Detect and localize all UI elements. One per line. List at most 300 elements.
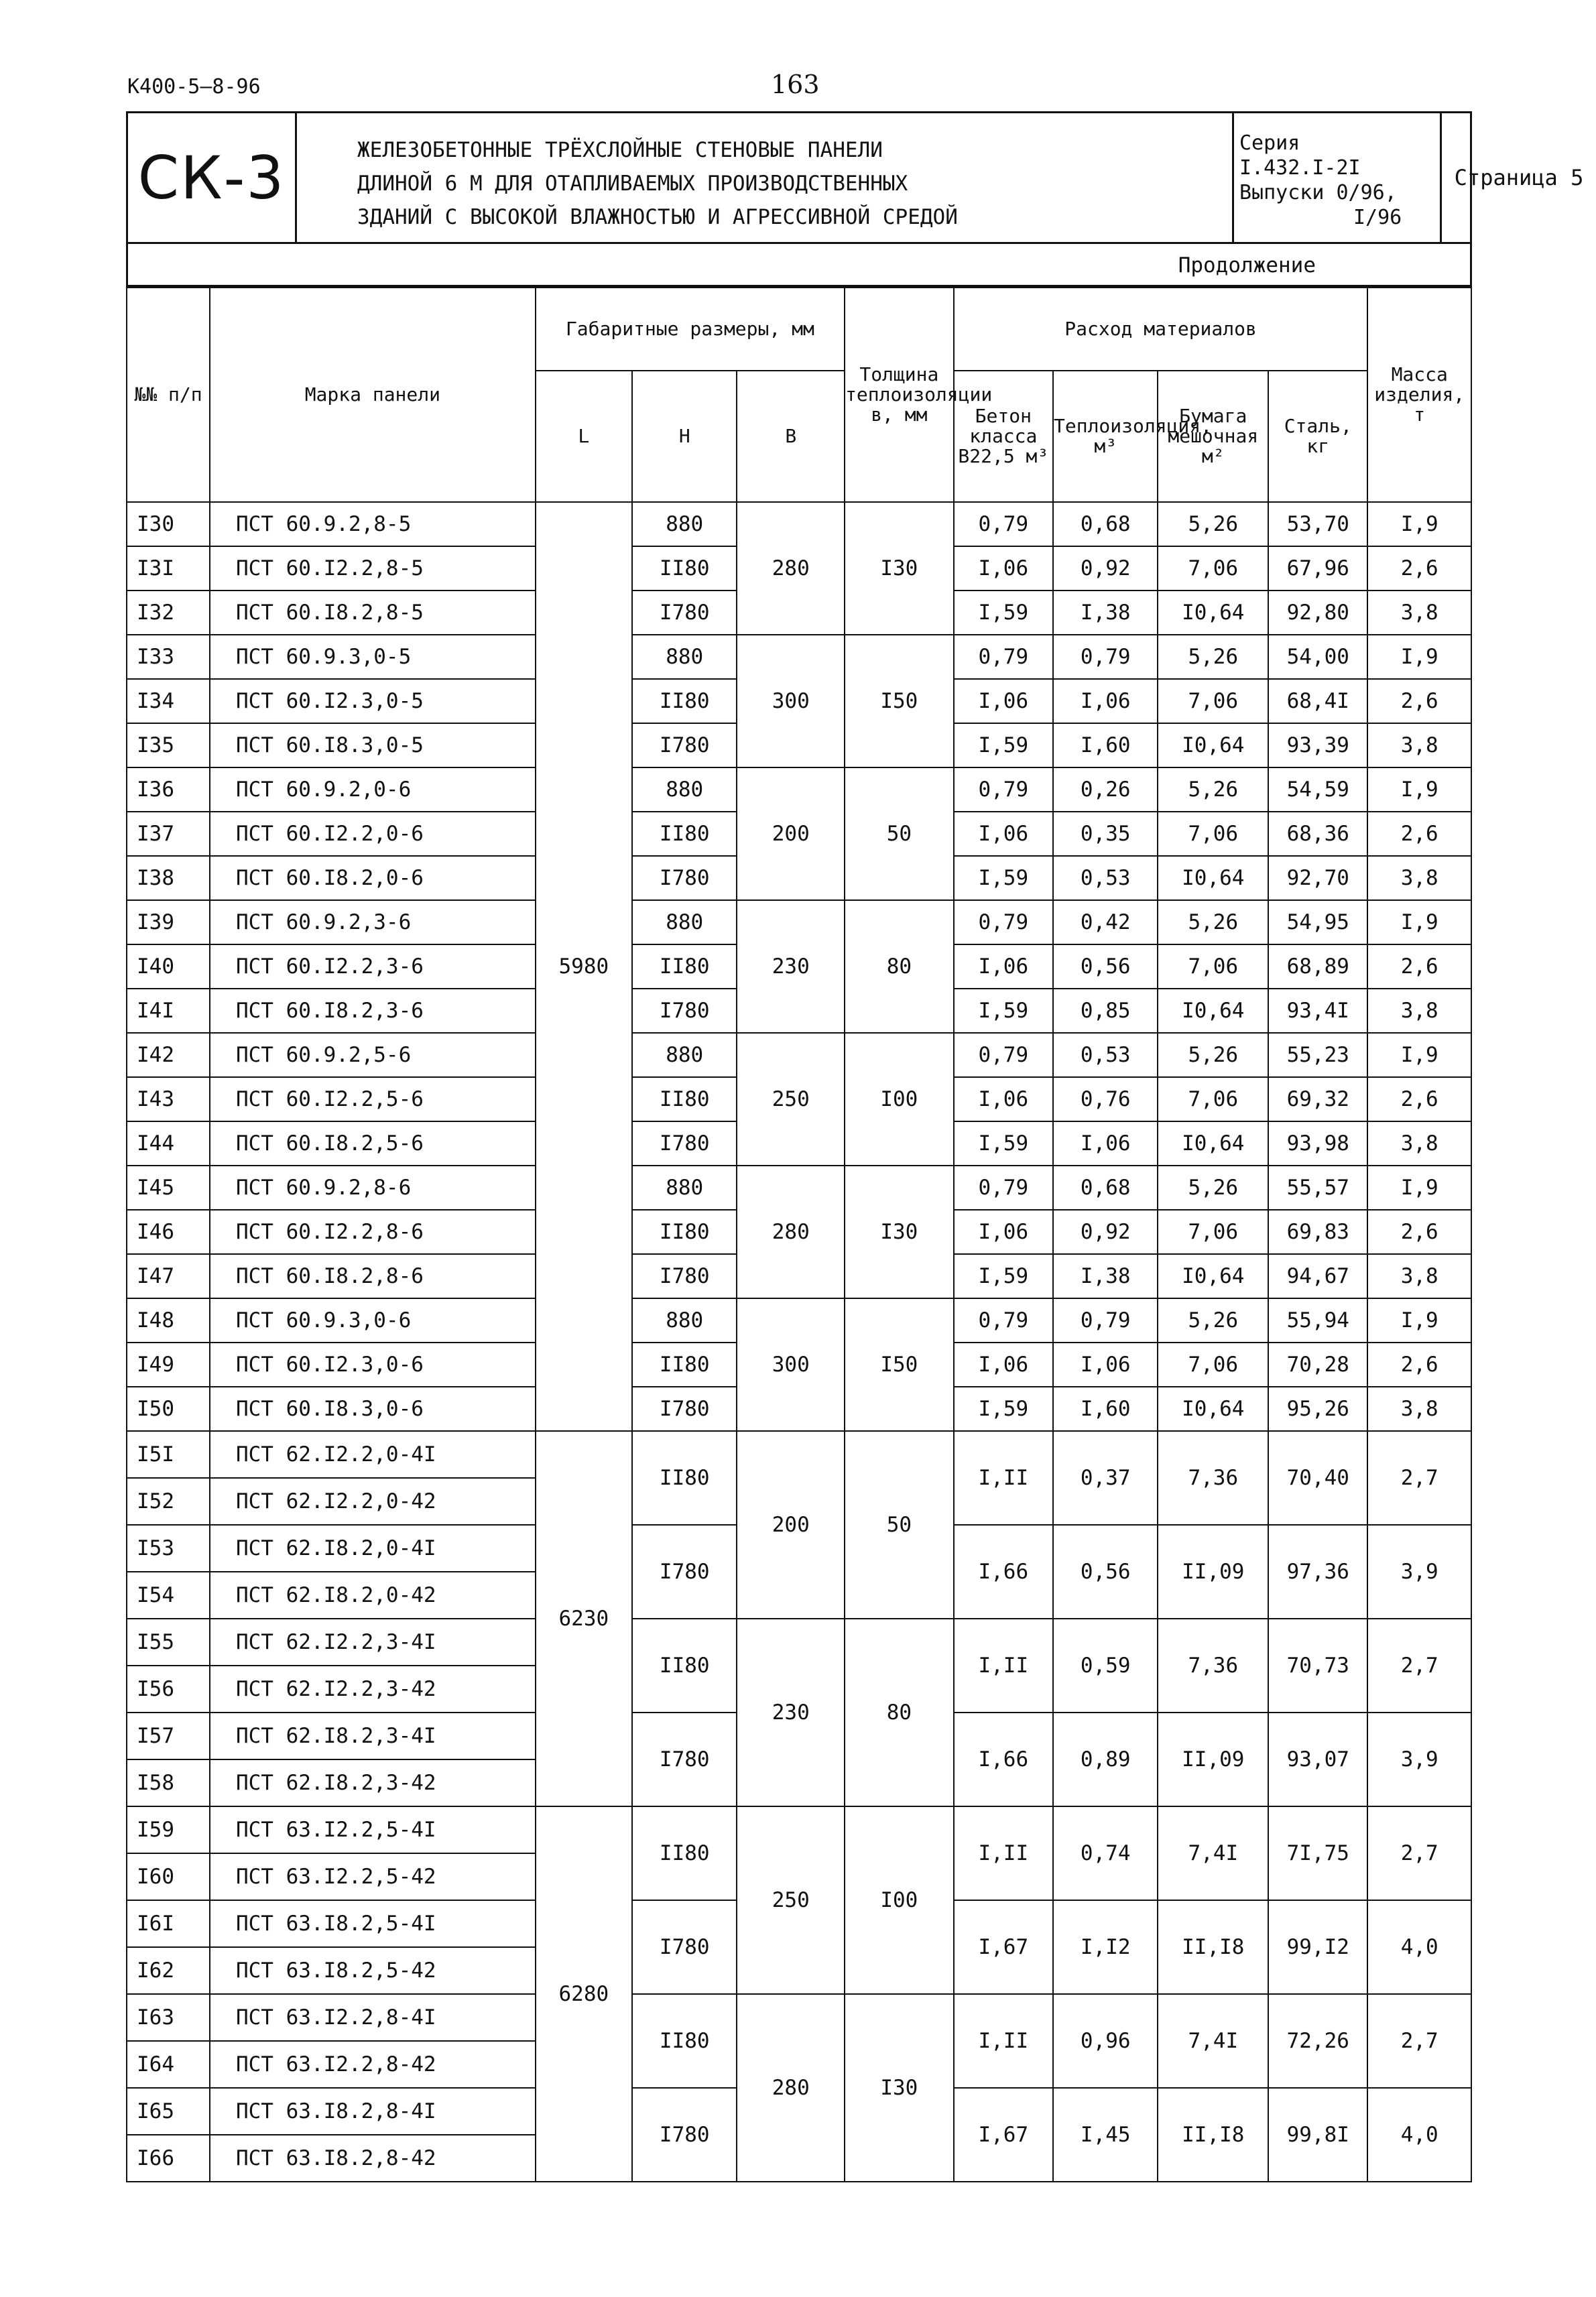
row-number: I50	[127, 1387, 210, 1431]
panel-mark: ПСТ 62.I8.2,3-42	[210, 1759, 536, 1806]
panel-mark: ПСТ 60.I8.2,8-5	[210, 591, 536, 635]
concrete-volume: I,06	[954, 1210, 1053, 1254]
height-H: II80	[632, 1994, 737, 2088]
concrete-volume: I,67	[954, 1900, 1053, 1994]
col-paper: Бумага мешочная м²	[1158, 371, 1268, 502]
length-L: 6280	[536, 1806, 632, 2182]
row-number: I5I	[127, 1431, 210, 1478]
height-H: II80	[632, 1210, 737, 1254]
series-info	[1234, 113, 1442, 242]
row-number: I30	[127, 502, 210, 546]
product-mass: I,9	[1367, 1298, 1471, 1343]
paper-area: 5,26	[1158, 635, 1268, 679]
row-number: I39	[127, 900, 210, 944]
insulation-volume: 0,56	[1053, 944, 1158, 989]
concrete-volume: I,06	[954, 679, 1053, 723]
product-mass: 3,8	[1367, 989, 1471, 1033]
paper-area: 5,26	[1158, 900, 1268, 944]
concrete-volume: I,06	[954, 944, 1053, 989]
panel-mark: ПСТ 60.9.2,8-5	[210, 502, 536, 546]
row-number: I62	[127, 1947, 210, 1994]
paper-area: I0,64	[1158, 856, 1268, 900]
product-mass: 3,8	[1367, 1387, 1471, 1431]
concrete-volume: 0,79	[954, 900, 1053, 944]
title-line: ЗДАНИЙ С ВЫСОКОЙ ВЛАЖНОСТЬЮ И АГРЕССИВНОЙ СРЕДОЙ	[357, 205, 958, 229]
title-line: ЖЕЛЕЗОБЕТОННЫЕ ТРЁХСЛОЙНЫЕ СТЕНОВЫЕ ПАНЕЛИ	[357, 138, 883, 162]
insulation-thickness: I00	[845, 1806, 954, 1994]
insulation-thickness: 50	[845, 767, 954, 900]
width-B: 280	[737, 1166, 845, 1298]
panel-mark: ПСТ 60.I2.3,0-6	[210, 1343, 536, 1387]
row-number: I36	[127, 767, 210, 812]
height-H: 880	[632, 1166, 737, 1210]
table-row	[127, 1033, 1471, 1077]
steel-mass: 93,07	[1268, 1713, 1367, 1806]
table-row	[127, 900, 1471, 944]
product-mass: 2,7	[1367, 1431, 1471, 1525]
insulation-thickness: 50	[845, 1431, 954, 1619]
steel-mass: 94,67	[1268, 1254, 1367, 1298]
paper-area: 5,26	[1158, 1166, 1268, 1210]
table-row	[127, 767, 1471, 812]
row-number: I44	[127, 1121, 210, 1166]
panel-mark: ПСТ 60.9.3,0-5	[210, 635, 536, 679]
document-title	[297, 113, 1234, 242]
row-number: I40	[127, 944, 210, 989]
paper-area: I0,64	[1158, 989, 1268, 1033]
steel-mass: 55,57	[1268, 1166, 1367, 1210]
width-B: 230	[737, 1619, 845, 1806]
steel-mass: 70,73	[1268, 1619, 1367, 1713]
steel-mass: 7I,75	[1268, 1806, 1367, 1900]
width-B: 250	[737, 1033, 845, 1166]
product-mass: I,9	[1367, 767, 1471, 812]
height-H: II80	[632, 812, 737, 856]
table-row	[127, 1619, 1471, 1666]
concrete-volume: 0,79	[954, 1166, 1053, 1210]
insulation-thickness: I00	[845, 1033, 954, 1166]
concrete-volume: I,06	[954, 1343, 1053, 1387]
row-number: I43	[127, 1077, 210, 1121]
height-H: II80	[632, 1343, 737, 1387]
document-code: К400-5—8-96	[127, 75, 261, 99]
product-mass: 3,9	[1367, 1525, 1471, 1619]
panel-mark: ПСТ 62.I8.2,3-4I	[210, 1713, 536, 1759]
panel-mark: ПСТ 62.I2.2,0-42	[210, 1478, 536, 1525]
panel-mark: ПСТ 60.I2.3,0-5	[210, 679, 536, 723]
product-mass: 2,6	[1367, 1077, 1471, 1121]
panel-table	[126, 287, 1472, 2182]
paper-area: 5,26	[1158, 1033, 1268, 1077]
steel-mass: 54,95	[1268, 900, 1367, 944]
concrete-volume: I,II	[954, 1431, 1053, 1525]
insulation-volume: I,60	[1053, 1387, 1158, 1431]
width-B: 230	[737, 900, 845, 1033]
paper-area: 7,06	[1158, 812, 1268, 856]
row-number: I60	[127, 1853, 210, 1900]
paper-area: 7,06	[1158, 546, 1268, 591]
insulation-volume: 0,89	[1053, 1713, 1158, 1806]
table-row	[127, 1994, 1471, 2041]
insulation-thickness: 80	[845, 900, 954, 1033]
height-H: I780	[632, 989, 737, 1033]
insulation-volume: 0,92	[1053, 546, 1158, 591]
row-number: I3I	[127, 546, 210, 591]
height-H: 880	[632, 900, 737, 944]
paper-area: 7,4I	[1158, 1994, 1268, 2088]
row-number: I47	[127, 1254, 210, 1298]
steel-mass: 99,I2	[1268, 1900, 1367, 1994]
product-mass: 3,9	[1367, 1713, 1471, 1806]
insulation-volume: I,38	[1053, 591, 1158, 635]
panel-mark: ПСТ 63.I8.2,5-42	[210, 1947, 536, 1994]
panel-mark: ПСТ 60.I2.2,8-5	[210, 546, 536, 591]
steel-mass: 55,94	[1268, 1298, 1367, 1343]
concrete-volume: I,66	[954, 1713, 1053, 1806]
page-reference: Страница 5	[1454, 165, 1584, 190]
insulation-thickness: 80	[845, 1619, 954, 1806]
steel-mass: 54,59	[1268, 767, 1367, 812]
concrete-volume: 0,79	[954, 767, 1053, 812]
insulation-volume: 0,79	[1053, 1298, 1158, 1343]
panel-mark: ПСТ 63.I8.2,5-4I	[210, 1900, 536, 1947]
paper-area: 5,26	[1158, 767, 1268, 812]
panel-mark: ПСТ 60.9.2,3-6	[210, 900, 536, 944]
length-L: 5980	[536, 502, 632, 1431]
panel-mark: ПСТ 62.I2.2,0-4I	[210, 1431, 536, 1478]
height-H: I780	[632, 1525, 737, 1619]
insulation-thickness: I50	[845, 1298, 954, 1431]
paper-area: I0,64	[1158, 1254, 1268, 1298]
height-H: I780	[632, 723, 737, 767]
height-H: 880	[632, 767, 737, 812]
product-mass: 2,6	[1367, 1210, 1471, 1254]
insulation-volume: 0,68	[1053, 1166, 1158, 1210]
row-number: I64	[127, 2041, 210, 2088]
insulation-volume: 0,56	[1053, 1525, 1158, 1619]
series-line: Серия	[1239, 131, 1300, 155]
paper-area: 7,06	[1158, 1077, 1268, 1121]
row-number: I53	[127, 1525, 210, 1572]
col-insulation: Толщина теплоизоляции в, мм	[845, 288, 954, 502]
row-number: I66	[127, 2135, 210, 2182]
insulation-volume: 0,74	[1053, 1806, 1158, 1900]
width-B: 250	[737, 1806, 845, 1994]
insulation-volume: I,06	[1053, 1343, 1158, 1387]
row-number: I6I	[127, 1900, 210, 1947]
row-number: I46	[127, 1210, 210, 1254]
steel-mass: 92,70	[1268, 856, 1367, 900]
paper-area: 7,06	[1158, 1210, 1268, 1254]
height-H: I780	[632, 1713, 737, 1806]
title-block	[126, 111, 1584, 244]
product-mass: 2,7	[1367, 1994, 1471, 2088]
insulation-volume: I,38	[1053, 1254, 1158, 1298]
paper-area: II,I8	[1158, 1900, 1268, 1994]
insulation-volume: 0,59	[1053, 1619, 1158, 1713]
row-number: I63	[127, 1994, 210, 2041]
steel-mass: 54,00	[1268, 635, 1367, 679]
product-mass: 2,6	[1367, 679, 1471, 723]
insulation-volume: I,06	[1053, 679, 1158, 723]
insulation-volume: 0,53	[1053, 1033, 1158, 1077]
height-H: II80	[632, 1431, 737, 1525]
paper-area: 7,06	[1158, 944, 1268, 989]
insulation-volume: 0,76	[1053, 1077, 1158, 1121]
steel-mass: 68,4I	[1268, 679, 1367, 723]
product-mass: 3,8	[1367, 856, 1471, 900]
concrete-volume: I,59	[954, 1387, 1053, 1431]
width-B: 200	[737, 767, 845, 900]
steel-mass: 69,32	[1268, 1077, 1367, 1121]
col-B: B	[737, 371, 845, 502]
insulation-volume: 0,96	[1053, 1994, 1158, 2088]
concrete-volume: I,59	[954, 1121, 1053, 1166]
product-mass: I,9	[1367, 900, 1471, 944]
table-row	[127, 635, 1471, 679]
insulation-volume: 0,85	[1053, 989, 1158, 1033]
width-B: 200	[737, 1431, 845, 1619]
insulation-volume: I,60	[1053, 723, 1158, 767]
height-H: I780	[632, 1254, 737, 1298]
product-mass: 4,0	[1367, 1900, 1471, 1994]
col-H: H	[632, 371, 737, 502]
row-number: I57	[127, 1713, 210, 1759]
paper-area: I0,64	[1158, 1121, 1268, 1166]
height-H: I780	[632, 1900, 737, 1994]
paper-area: I0,64	[1158, 1387, 1268, 1431]
row-number: I54	[127, 1572, 210, 1619]
concrete-volume: 0,79	[954, 635, 1053, 679]
panel-mark: ПСТ 63.I8.2,8-42	[210, 2135, 536, 2182]
panel-mark: ПСТ 63.I2.2,8-4I	[210, 1994, 536, 2041]
row-number: I52	[127, 1478, 210, 1525]
row-number: I58	[127, 1759, 210, 1806]
steel-mass: 67,96	[1268, 546, 1367, 591]
product-mass: 3,8	[1367, 723, 1471, 767]
insulation-thickness: I30	[845, 1166, 954, 1298]
height-H: II80	[632, 944, 737, 989]
series-line: Выпуски 0/96,	[1239, 181, 1397, 204]
panel-mark: ПСТ 60.I8.3,0-6	[210, 1387, 536, 1431]
row-number: I56	[127, 1666, 210, 1713]
row-number: I59	[127, 1806, 210, 1853]
steel-mass: 69,83	[1268, 1210, 1367, 1254]
height-H: 880	[632, 635, 737, 679]
col-mass: Масса изделия, т	[1367, 288, 1471, 502]
height-H: I780	[632, 2088, 737, 2182]
table-row	[127, 1298, 1471, 1343]
concrete-volume: 0,79	[954, 1298, 1053, 1343]
panel-mark: ПСТ 63.I2.2,5-42	[210, 1853, 536, 1900]
steel-mass: 72,26	[1268, 1994, 1367, 2088]
panel-mark: ПСТ 62.I2.2,3-4I	[210, 1619, 536, 1666]
row-number: I42	[127, 1033, 210, 1077]
col-no: №№ п/п	[127, 288, 210, 502]
col-mark: Марка панели	[210, 288, 536, 502]
steel-mass: 55,23	[1268, 1033, 1367, 1077]
row-number: I37	[127, 812, 210, 856]
concrete-volume: I,59	[954, 591, 1053, 635]
product-mass: 2,6	[1367, 546, 1471, 591]
paper-area: II,09	[1158, 1525, 1268, 1619]
row-number: I33	[127, 635, 210, 679]
paper-area: II,09	[1158, 1713, 1268, 1806]
insulation-volume: I,45	[1053, 2088, 1158, 2182]
height-H: II80	[632, 1077, 737, 1121]
panel-mark: ПСТ 60.I2.2,0-6	[210, 812, 536, 856]
steel-mass: 68,89	[1268, 944, 1367, 989]
insulation-thickness: I50	[845, 635, 954, 767]
insulation-volume: 0,68	[1053, 502, 1158, 546]
steel-mass: 97,36	[1268, 1525, 1367, 1619]
col-materials: Расход материалов	[954, 288, 1368, 371]
concrete-volume: I,06	[954, 1077, 1053, 1121]
insulation-volume: I,I2	[1053, 1900, 1158, 1994]
insulation-volume: 0,37	[1053, 1431, 1158, 1525]
product-mass: I,9	[1367, 1033, 1471, 1077]
height-H: 880	[632, 1033, 737, 1077]
paper-area: 7,36	[1158, 1431, 1268, 1525]
height-H: II80	[632, 1806, 737, 1900]
page-number: 163	[771, 70, 820, 99]
product-mass: I,9	[1367, 502, 1471, 546]
panel-mark: ПСТ 60.I2.2,5-6	[210, 1077, 536, 1121]
insulation-volume: I,06	[1053, 1121, 1158, 1166]
concrete-volume: I,59	[954, 989, 1053, 1033]
paper-area: 7,06	[1158, 679, 1268, 723]
table-row	[127, 1166, 1471, 1210]
panel-mark: ПСТ 63.I2.2,8-42	[210, 2041, 536, 2088]
row-number: I48	[127, 1298, 210, 1343]
insulation-volume: 0,26	[1053, 767, 1158, 812]
concrete-volume: I,59	[954, 1254, 1053, 1298]
height-H: II80	[632, 1619, 737, 1713]
width-B: 280	[737, 1994, 845, 2182]
paper-area: II,I8	[1158, 2088, 1268, 2182]
steel-mass: 93,4I	[1268, 989, 1367, 1033]
col-concrete: Бетон класса В22,5 м³	[954, 371, 1053, 502]
concrete-volume: I,II	[954, 1994, 1053, 2088]
panel-mark: ПСТ 60.I8.2,0-6	[210, 856, 536, 900]
row-number: I4I	[127, 989, 210, 1033]
height-H: I780	[632, 591, 737, 635]
product-mass: I,9	[1367, 1166, 1471, 1210]
panel-mark: ПСТ 63.I2.2,5-4I	[210, 1806, 536, 1853]
row-number: I55	[127, 1619, 210, 1666]
panel-mark: ПСТ 62.I8.2,0-42	[210, 1572, 536, 1619]
product-mass: 2,6	[1367, 944, 1471, 989]
concrete-volume: I,66	[954, 1525, 1053, 1619]
steel-mass: 95,26	[1268, 1387, 1367, 1431]
panel-mark: ПСТ 60.9.2,8-6	[210, 1166, 536, 1210]
paper-area: 5,26	[1158, 1298, 1268, 1343]
steel-mass: 70,28	[1268, 1343, 1367, 1387]
row-number: I34	[127, 679, 210, 723]
concrete-volume: 0,79	[954, 1033, 1053, 1077]
height-H: 880	[632, 502, 737, 546]
series-line: I/96	[1353, 206, 1402, 229]
product-mass: 2,7	[1367, 1619, 1471, 1713]
paper-area: 7,06	[1158, 1343, 1268, 1387]
product-mass: 3,8	[1367, 1121, 1471, 1166]
steel-mass: 68,36	[1268, 812, 1367, 856]
insulation-thickness: I30	[845, 502, 954, 635]
product-mass: 4,0	[1367, 2088, 1471, 2182]
steel-mass: 93,39	[1268, 723, 1367, 767]
insulation-thickness: I30	[845, 1994, 954, 2182]
panel-mark: ПСТ 60.I2.2,3-6	[210, 944, 536, 989]
paper-area: I0,64	[1158, 723, 1268, 767]
row-number: I49	[127, 1343, 210, 1387]
width-B: 300	[737, 1298, 845, 1431]
title-line: ДЛИНОЙ 6 М ДЛЯ ОТАПЛИВАЕМЫХ ПРОИЗВОДСТВЕННЫХ	[357, 172, 908, 196]
logo: СК-3	[128, 113, 297, 242]
row-number: I38	[127, 856, 210, 900]
panel-mark: ПСТ 60.I8.3,0-5	[210, 723, 536, 767]
length-L: 6230	[536, 1431, 632, 1806]
concrete-volume: I,67	[954, 2088, 1053, 2182]
col-dims: Габаритные размеры, мм	[536, 288, 845, 371]
width-B: 300	[737, 635, 845, 767]
col-steel: Сталь, кг	[1268, 371, 1367, 502]
table-row	[127, 1431, 1471, 1478]
panel-mark: ПСТ 63.I8.2,8-4I	[210, 2088, 536, 2135]
panel-mark: ПСТ 60.I2.2,8-6	[210, 1210, 536, 1254]
product-mass: 2,7	[1367, 1806, 1471, 1900]
row-number: I65	[127, 2088, 210, 2135]
steel-mass: 70,40	[1268, 1431, 1367, 1525]
product-mass: I,9	[1367, 635, 1471, 679]
steel-mass: 99,8I	[1268, 2088, 1367, 2182]
product-mass: 2,6	[1367, 1343, 1471, 1387]
product-mass: 3,8	[1367, 591, 1471, 635]
row-number: I32	[127, 591, 210, 635]
panel-mark: ПСТ 62.I2.2,3-42	[210, 1666, 536, 1713]
panel-mark: ПСТ 60.I8.2,8-6	[210, 1254, 536, 1298]
paper-area: 5,26	[1158, 502, 1268, 546]
paper-area: 7,36	[1158, 1619, 1268, 1713]
product-mass: 3,8	[1367, 1254, 1471, 1298]
continuation-label: Продолжение	[126, 244, 1472, 287]
series-line: I.432.I-2I	[1239, 156, 1361, 180]
height-H: I780	[632, 856, 737, 900]
concrete-volume: I,06	[954, 812, 1053, 856]
concrete-volume: 0,79	[954, 502, 1053, 546]
height-H: 880	[632, 1298, 737, 1343]
steel-mass: 93,98	[1268, 1121, 1367, 1166]
paper-area: 7,4I	[1158, 1806, 1268, 1900]
concrete-volume: I,59	[954, 723, 1053, 767]
height-H: I780	[632, 1387, 737, 1431]
steel-mass: 53,70	[1268, 502, 1367, 546]
panel-mark: ПСТ 60.I8.2,5-6	[210, 1121, 536, 1166]
col-thermo: Теплоизоляция, м³	[1053, 371, 1158, 502]
paper-area: I0,64	[1158, 591, 1268, 635]
table-row	[127, 502, 1471, 546]
panel-mark: ПСТ 62.I8.2,0-4I	[210, 1525, 536, 1572]
row-number: I35	[127, 723, 210, 767]
insulation-volume: 0,92	[1053, 1210, 1158, 1254]
height-H: I780	[632, 1121, 737, 1166]
concrete-volume: I,II	[954, 1806, 1053, 1900]
height-H: II80	[632, 679, 737, 723]
steel-mass: 92,80	[1268, 591, 1367, 635]
table-body	[127, 502, 1471, 2182]
product-mass: 2,6	[1367, 812, 1471, 856]
col-L: L	[536, 371, 632, 502]
panel-mark: ПСТ 60.9.2,5-6	[210, 1033, 536, 1077]
